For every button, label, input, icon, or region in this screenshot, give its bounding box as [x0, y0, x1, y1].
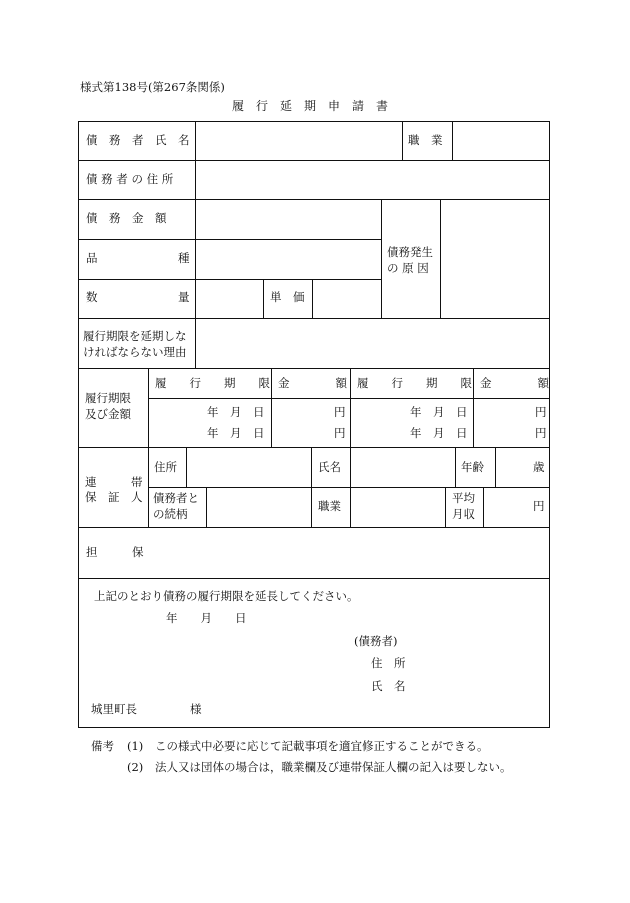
income-yen[interactable]: 円	[533, 499, 545, 513]
statement-date[interactable]: 年 月 日	[166, 611, 247, 625]
debtor-address-field[interactable]	[197, 162, 548, 198]
unit-price-field[interactable]	[314, 281, 379, 317]
label-quantity: 数 量	[86, 290, 190, 304]
deadline-date-1b[interactable]: 年 月 日	[207, 426, 265, 440]
label-g-occupation: 職業	[318, 499, 341, 513]
label-collateral: 担 保	[86, 545, 144, 559]
label-debtor-name: 債 務 者 氏 名	[86, 133, 190, 147]
form-title: 履 行 延 期 申 請 書	[232, 99, 389, 113]
note-2-number: (2)	[127, 760, 144, 774]
label-debt-amount: 債 務 金 額	[86, 211, 167, 225]
col-deadline-2: 履 行 期 限	[357, 376, 472, 390]
occupation-field[interactable]	[454, 123, 548, 159]
label-age: 年齢	[461, 460, 484, 474]
label-guarantor-line1: 連 帯	[85, 475, 143, 489]
debtor-address-label: 住 所	[371, 656, 406, 670]
deadline-yen-1b[interactable]: 円	[334, 426, 346, 440]
label-cause-line2: の 原 因	[387, 261, 429, 275]
reason-field[interactable]	[197, 320, 548, 367]
note-1-number: (1)	[127, 739, 144, 753]
item-field[interactable]	[197, 241, 379, 278]
cause-field[interactable]	[442, 201, 548, 317]
age-unit[interactable]: 歳	[533, 460, 545, 474]
collateral-field[interactable]	[150, 529, 548, 577]
label-income-line1: 平均	[452, 491, 475, 505]
col-deadline-1: 履 行 期 限	[155, 376, 270, 390]
debtor-name-label: 氏 名	[371, 679, 406, 693]
label-unit-price: 単 価	[270, 290, 305, 304]
label-income-line2: 月収	[452, 507, 475, 521]
label-guarantor-line2: 保 証 人	[85, 490, 143, 504]
label-reason-line2: ければならない理由	[83, 345, 187, 359]
addressee: 城里町長	[91, 702, 137, 716]
quantity-field[interactable]	[197, 281, 261, 317]
deadline-yen-2b[interactable]: 円	[535, 426, 547, 440]
label-occupation: 職 業	[408, 133, 443, 147]
label-g-name: 氏名	[318, 460, 341, 474]
label-deadline-line1: 履行期限	[85, 391, 131, 405]
g-address-field[interactable]	[188, 449, 309, 486]
deadline-yen-1a[interactable]: 円	[334, 405, 346, 419]
debtor-name-field[interactable]	[197, 123, 400, 159]
statement-text: 上記のとおり債務の履行期限を延長してください。	[94, 589, 359, 603]
label-debtor-address: 債 務 者 の 住 所	[86, 172, 174, 186]
addressee-sama: 様	[190, 702, 202, 716]
col-amount-1: 金 額	[278, 376, 347, 390]
label-item: 品 種	[86, 251, 190, 265]
label-relation-line1: 債務者と	[153, 491, 199, 505]
label-deadline-line2: 及び金額	[85, 407, 131, 421]
label-reason-line1: 履行期限を延期しな	[83, 329, 187, 343]
notes-label: 備考	[91, 739, 114, 753]
relation-field[interactable]	[208, 489, 309, 526]
debt-amount-field[interactable]	[197, 201, 379, 238]
deadline-date-2a[interactable]: 年 月 日	[410, 405, 468, 419]
note-1-text: この様式中必要に応じて記載事項を適宜修正することができる。	[155, 739, 489, 753]
g-name-field[interactable]	[352, 449, 453, 486]
deadline-date-2b[interactable]: 年 月 日	[410, 426, 468, 440]
label-g-address: 住所	[154, 460, 177, 474]
label-relation-line2: の続柄	[153, 507, 188, 521]
note-2-text: 法人又は団体の場合は，職業欄及び連帯保証人欄の記入は要しない。	[155, 760, 512, 774]
form-number: 様式第138号(第267条関係)	[80, 80, 225, 94]
debtor-heading: (債務者)	[354, 634, 398, 648]
label-cause-line1: 債務発生	[387, 245, 433, 259]
g-occupation-field[interactable]	[352, 489, 443, 526]
deadline-yen-2a[interactable]: 円	[535, 405, 547, 419]
col-amount-2: 金 額	[480, 376, 549, 390]
deadline-date-1a[interactable]: 年 月 日	[207, 405, 265, 419]
